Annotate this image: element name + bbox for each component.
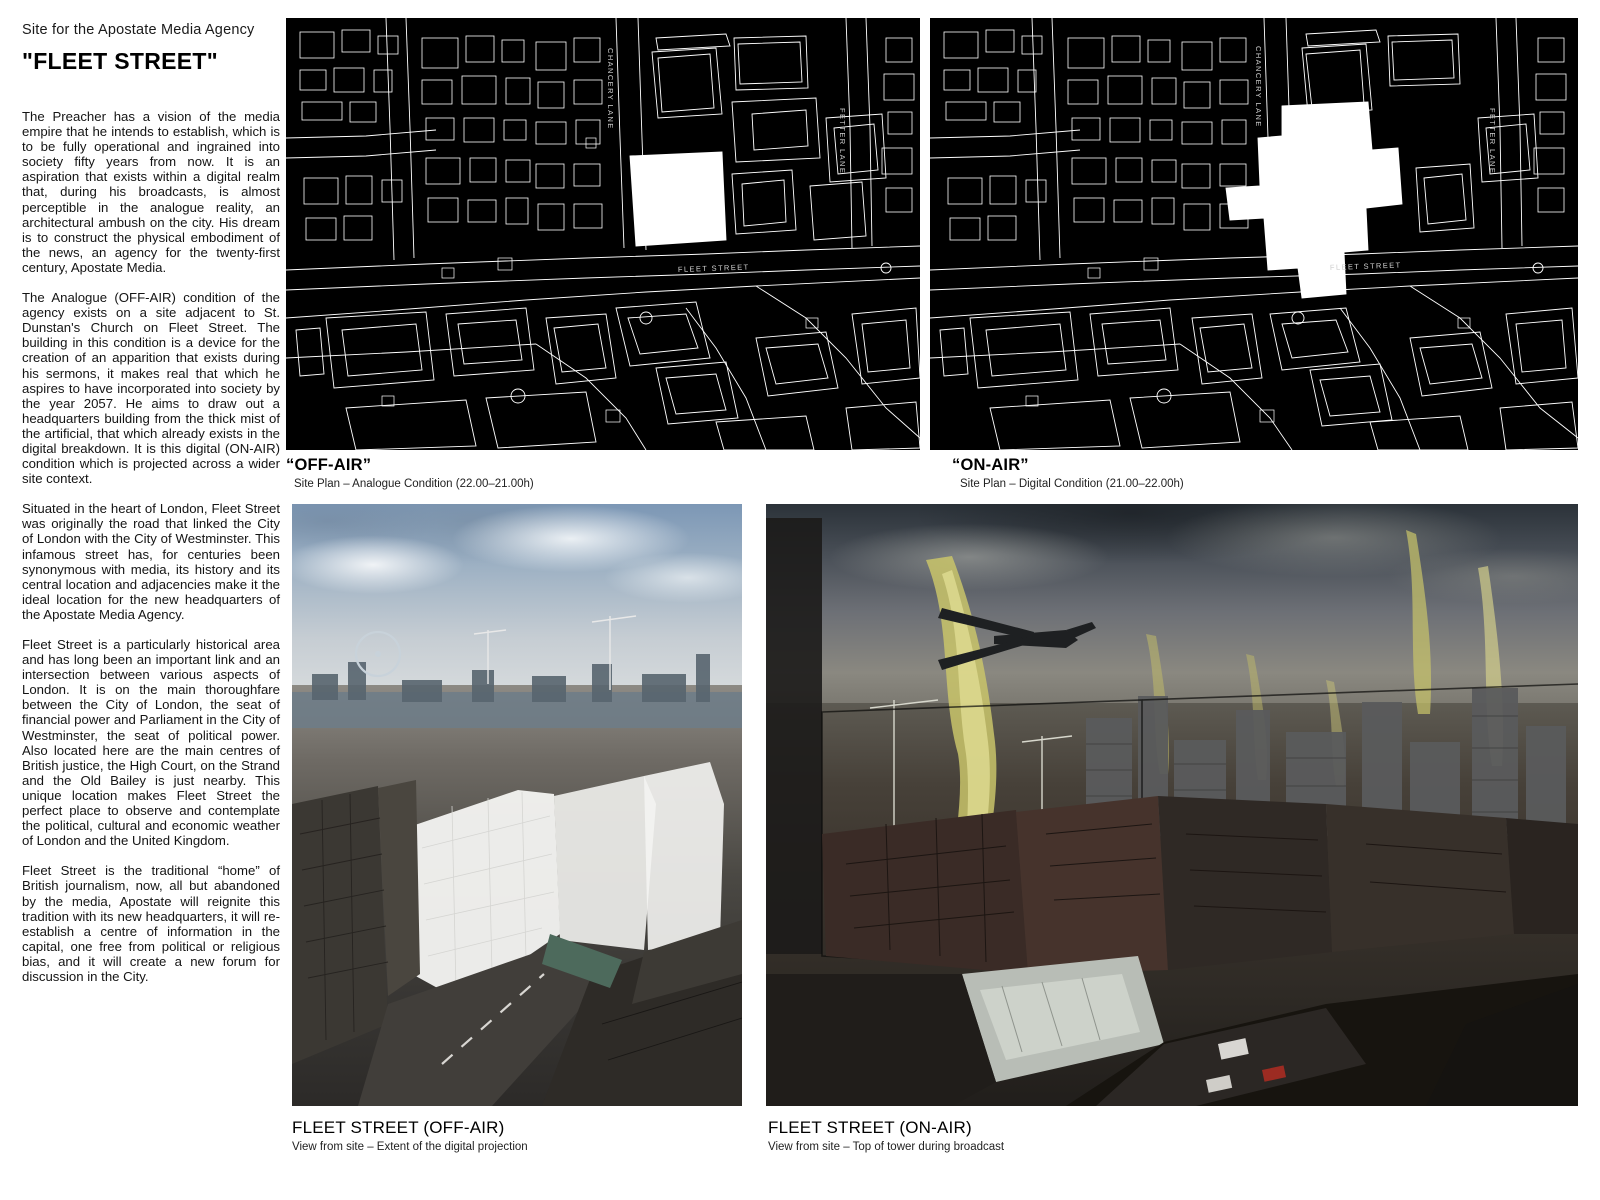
text-column <box>22 22 280 1182</box>
caption-on-air-photo <box>768 1118 1004 1153</box>
paragraph: The Analogue (OFF-AIR) condition of the agency exists on a site adjacent to St. Dunstan's Church on Fleet Street. The building in this condition is a device for the creation of an apparition that exists during his sermons, it makes real that which he aspires to have incorporated into society by the year 2057. He aims to draw out a headquarters building from the thick mist of the artificial, that which already exists in the digital breakdown. It is this digital (ON-AIR) condition which is projected across a wider site context. <box>22 290 280 487</box>
caption-title: “OFF-AIR” <box>286 456 372 474</box>
caption-subtitle: View from site – Top of tower during broadcast <box>768 1141 1005 1153</box>
map-label-fleet-street: FLEET STREET <box>1329 260 1402 272</box>
map-label-fleet-street: FLEET STREET <box>677 262 750 274</box>
site-plan-on-air-drawing <box>930 18 1578 450</box>
caption-title: FLEET STREET (ON-AIR) <box>768 1118 972 1137</box>
photo-off-air-overlay <box>292 504 742 1106</box>
photo-on-air-overlay <box>766 504 1578 1106</box>
kicker: Site for the Apostate Media Agency <box>22 22 255 38</box>
paragraph: The Preacher has a vision of the media empire that he intends to establish, which is to be fully operational and ingrained into society fifty years from now. It is an aspiration that exists within a digital realm that, during his broadcasts, is almost perceptible in the analogue reality, an architectural ambush on the city. His dream is to construct the physical embodiment of the news, an agency for the twenty-first century, Apostate Media. <box>22 109 280 275</box>
caption-on-air-plan <box>952 456 1184 490</box>
caption-subtitle: Site Plan – Analogue Condition (22.00–21.00h) <box>294 478 534 490</box>
photo-on-air <box>766 504 1578 1106</box>
map-label-chancery-lane: CHANCERY LANE <box>1254 46 1263 128</box>
body-text <box>22 109 280 984</box>
paragraph: Situated in the heart of London, Fleet Street was originally the road that linked the City of London with the City of Westminster. This infamous street has, for centuries been synonymous with media, its history and its central location and adjacencies make it the ideal location for the new headquarters of the Apostate Media Agency. <box>22 501 280 622</box>
site-plan-off-air-drawing <box>286 18 920 450</box>
caption-off-air-photo <box>292 1118 528 1153</box>
photo-off-air <box>292 504 742 1106</box>
site-plan-on-air <box>930 18 1578 450</box>
caption-off-air-plan <box>286 456 534 490</box>
caption-subtitle: Site Plan – Digital Condition (21.00–22.00h) <box>960 478 1184 490</box>
caption-title: FLEET STREET (OFF-AIR) <box>292 1118 505 1137</box>
caption-title: “ON-AIR” <box>952 456 1029 474</box>
map-label-chancery-lane: CHANCERY LANE <box>606 48 615 130</box>
page-title: "FLEET STREET" <box>22 48 218 74</box>
caption-subtitle: View from site – Extent of the digital projection <box>292 1141 528 1153</box>
paragraph: Fleet Street is a particularly historical area and has long been an important link and an intersection between various aspects of London. It is on the main thoroughfare between the City of London, the seat of financial power and Parliament in the City of Westminster, the seat of political power. Also located here are the main centres of British justice, the High Court, on the Strand and the Old Bailey is just nearby. This unique location makes Fleet Street the perfect place to observe and contemplate the political, cultural and economic weather of London and the United Kingdom. <box>22 637 280 849</box>
map-label-fetter-lane: FETTER LANE <box>838 108 847 175</box>
site-plan-off-air <box>286 18 920 450</box>
paragraph: Fleet Street is the traditional “home” of British journalism, now, all but abandoned by the media, Apostate will reignite this tradition with its new headquarters, it will re-establish a centre of information in the capital, one free from political or religious bias, and it will create a new forum for discussion in the City. <box>22 863 280 984</box>
map-label-fetter-lane: FETTER LANE <box>1488 108 1497 175</box>
